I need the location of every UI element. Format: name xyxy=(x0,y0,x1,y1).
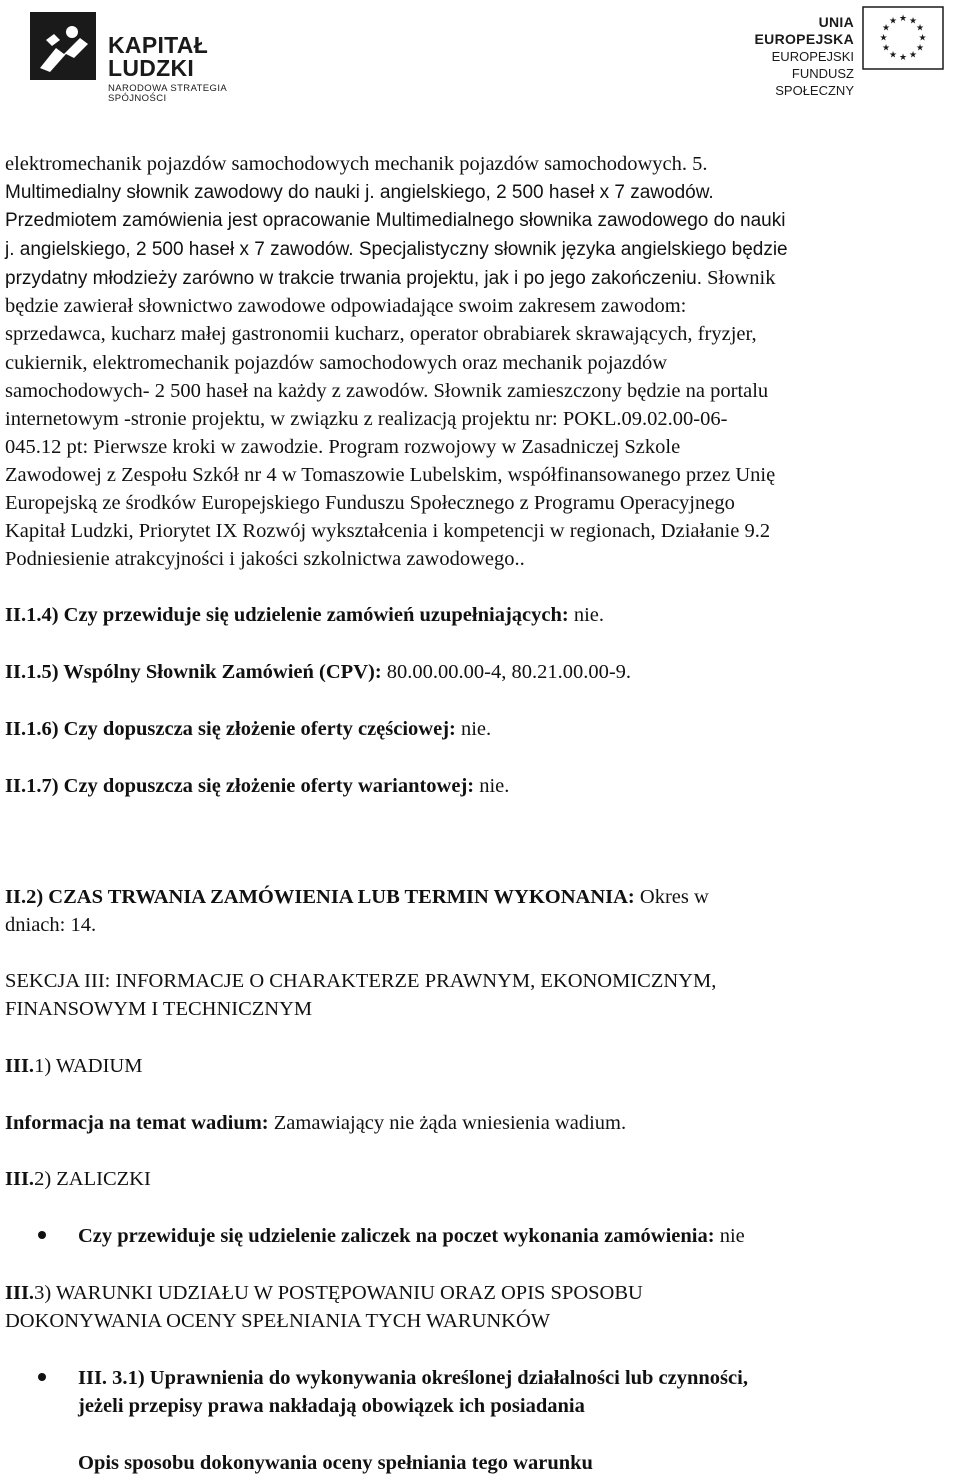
kapital-ludzki-logo xyxy=(26,10,276,104)
paragraph-line: internetowym -stronie projektu, w związku z realizacją projektu nr: POKL.09.02.00-06- xyxy=(5,408,728,430)
paragraph-line: Europejską ze środków Europejskiego Funduszu Społecznego z Programu Operacyjnego xyxy=(5,492,735,514)
paragraph-line: sprzedawca, kucharz małej gastronomii kucharz, operator obrabiarek skrawających, fryzjer, xyxy=(5,323,757,345)
section-ii-1-7: II.1.7) Czy dopuszcza się złożenie oferty wariantowej: nie. xyxy=(5,775,510,797)
uprawnienia-item: III. 3.1) Uprawnienia do wykonywania określonej działalności lub czynności, xyxy=(78,1367,748,1389)
section-ii-1-6: II.1.6) Czy dopuszcza się złożenie oferty częściowej: nie. xyxy=(5,718,492,740)
kapital-ludzki-emblem-icon xyxy=(26,10,98,82)
section-ii-1-5: II.1.5) Wspólny Słownik Zamówień (CPV): 80.00.00.00-4, 80.21.00.00-9. xyxy=(5,661,632,683)
paragraph-line: Przedmiotem zamówienia jest opracowanie Multimedialnego słownika zawodowego do nauki xyxy=(5,210,786,231)
svg-text:★: ★ xyxy=(898,14,908,24)
section-ii-2: II.2) CZAS TRWANIA ZAMÓWIENIA LUB TERMIN WYKONANIA: Okres w xyxy=(5,886,709,908)
svg-text:★: ★ xyxy=(915,23,925,34)
section-iii-3: III.3) WARUNKI UDZIAŁU W POSTĘPOWANIU ORAZ OPIS SPOSOBU xyxy=(5,1282,643,1304)
wadium-info: Informacja na temat wadium: Zamawiający nie żąda wniesienia wadium. xyxy=(5,1112,627,1134)
section-iii-1: III.1) WADIUM xyxy=(5,1055,143,1077)
kapital-ludzki-title: KAPITAŁ LUDZKI xyxy=(108,32,209,81)
eu-flag-icon xyxy=(862,6,944,70)
section-iii-3-cont: DOKONYWANIA OCENY SPEŁNIANIA TYCH WARUNKÓW xyxy=(5,1310,551,1332)
svg-text:★: ★ xyxy=(879,33,888,44)
paragraph-line: przydatny młodzieży zarówno w trakcie trwania projektu, jak i po jego zakończeniu. Słownik xyxy=(5,267,776,289)
section-iii-2: III.2) ZALICZKI xyxy=(5,1168,151,1190)
page-header xyxy=(0,0,960,104)
zaliczki-item: Czy przewiduje się udzielenie zaliczek na poczet wykonania zamówienia: nie xyxy=(78,1225,745,1247)
svg-text:★: ★ xyxy=(918,33,927,44)
paragraph-line: będzie zawierał słownictwo zawodowe odpowiadające swoim zakresem zawodom: xyxy=(5,295,687,317)
section-ii-1-4: II.1.4) Czy przewiduje się udzielenie zamówień uzupełniających: nie. xyxy=(5,604,604,626)
svg-text:★: ★ xyxy=(881,43,891,54)
paragraph-line: cukiernik, elektromechanik pojazdów samochodowych oraz mechanik pojazdów xyxy=(5,352,668,374)
ue-line-3: FUNDUSZ SPOŁECZNY xyxy=(775,66,854,98)
svg-text:★: ★ xyxy=(908,16,918,27)
paragraph-line: 045.12 pt: Pierwsze kroki w zawodzie. Program rozwojowy w Zasadniczej Szkole xyxy=(5,436,681,458)
svg-text:★: ★ xyxy=(908,50,918,61)
paragraph-line: Multimedialny słownik zawodowy do nauki j. angielskiego, 2 500 haseł x 7 zawodów. xyxy=(5,182,714,203)
opis-sposobu-heading: Opis sposobu dokonywania oceny spełniania tego warunku xyxy=(78,1452,593,1474)
svg-text:★: ★ xyxy=(915,43,925,54)
ue-title: UNIA EUROPEJSKA xyxy=(754,14,854,47)
paragraph-line: elektromechanik pojazdów samochodowych mechanik pojazdów samochodowych. 5. xyxy=(5,153,708,175)
paragraph-line: Podniesienie atrakcyjności i jakości szkolnictwa zawodowego.. xyxy=(5,548,525,570)
paragraph-line: Kapitał Ludzki, Priorytet IX Rozwój wykształcenia i kompetencji w regionach, Działanie 9.2 xyxy=(5,520,771,542)
bullet-icon xyxy=(38,1373,46,1381)
paragraph-line: Zawodowej z Zespołu Szkół nr 4 w Tomaszowie Lubelskim, współfinansowanego przez Unię xyxy=(5,464,776,486)
svg-text:★: ★ xyxy=(881,23,891,34)
paragraph-line: samochodowych- 2 500 haseł na każdy z zawodów. Słownik zamieszczony będzie na portalu xyxy=(5,380,769,402)
paragraph-line: j. angielskiego, 2 500 haseł x 7 zawodów. Specjalistyczny słownik języka angielskiego będzie xyxy=(5,239,788,260)
section-ii-2-cont: dniach: 14. xyxy=(5,914,97,936)
svg-text:★: ★ xyxy=(898,53,908,63)
svg-text:★: ★ xyxy=(888,16,898,27)
section-iii-heading: SEKCJA III: INFORMACJE O CHARAKTERZE PRAWNYM, EKONOMICZNYM, xyxy=(5,970,717,992)
bullet-icon xyxy=(38,1231,46,1239)
kapital-ludzki-subtitle: NARODOWA STRATEGIA SPÓJNOŚCI xyxy=(108,83,227,104)
ue-line-2: EUROPEJSKI xyxy=(771,49,854,64)
unia-europejska-logo xyxy=(720,6,944,98)
uprawnienia-item-cont: jeżeli przepisy prawa nakładają obowiązek ich posiadania xyxy=(78,1395,585,1417)
svg-text:★: ★ xyxy=(888,50,898,61)
section-iii-heading-cont: FINANSOWYM I TECHNICZNYM xyxy=(5,998,313,1020)
